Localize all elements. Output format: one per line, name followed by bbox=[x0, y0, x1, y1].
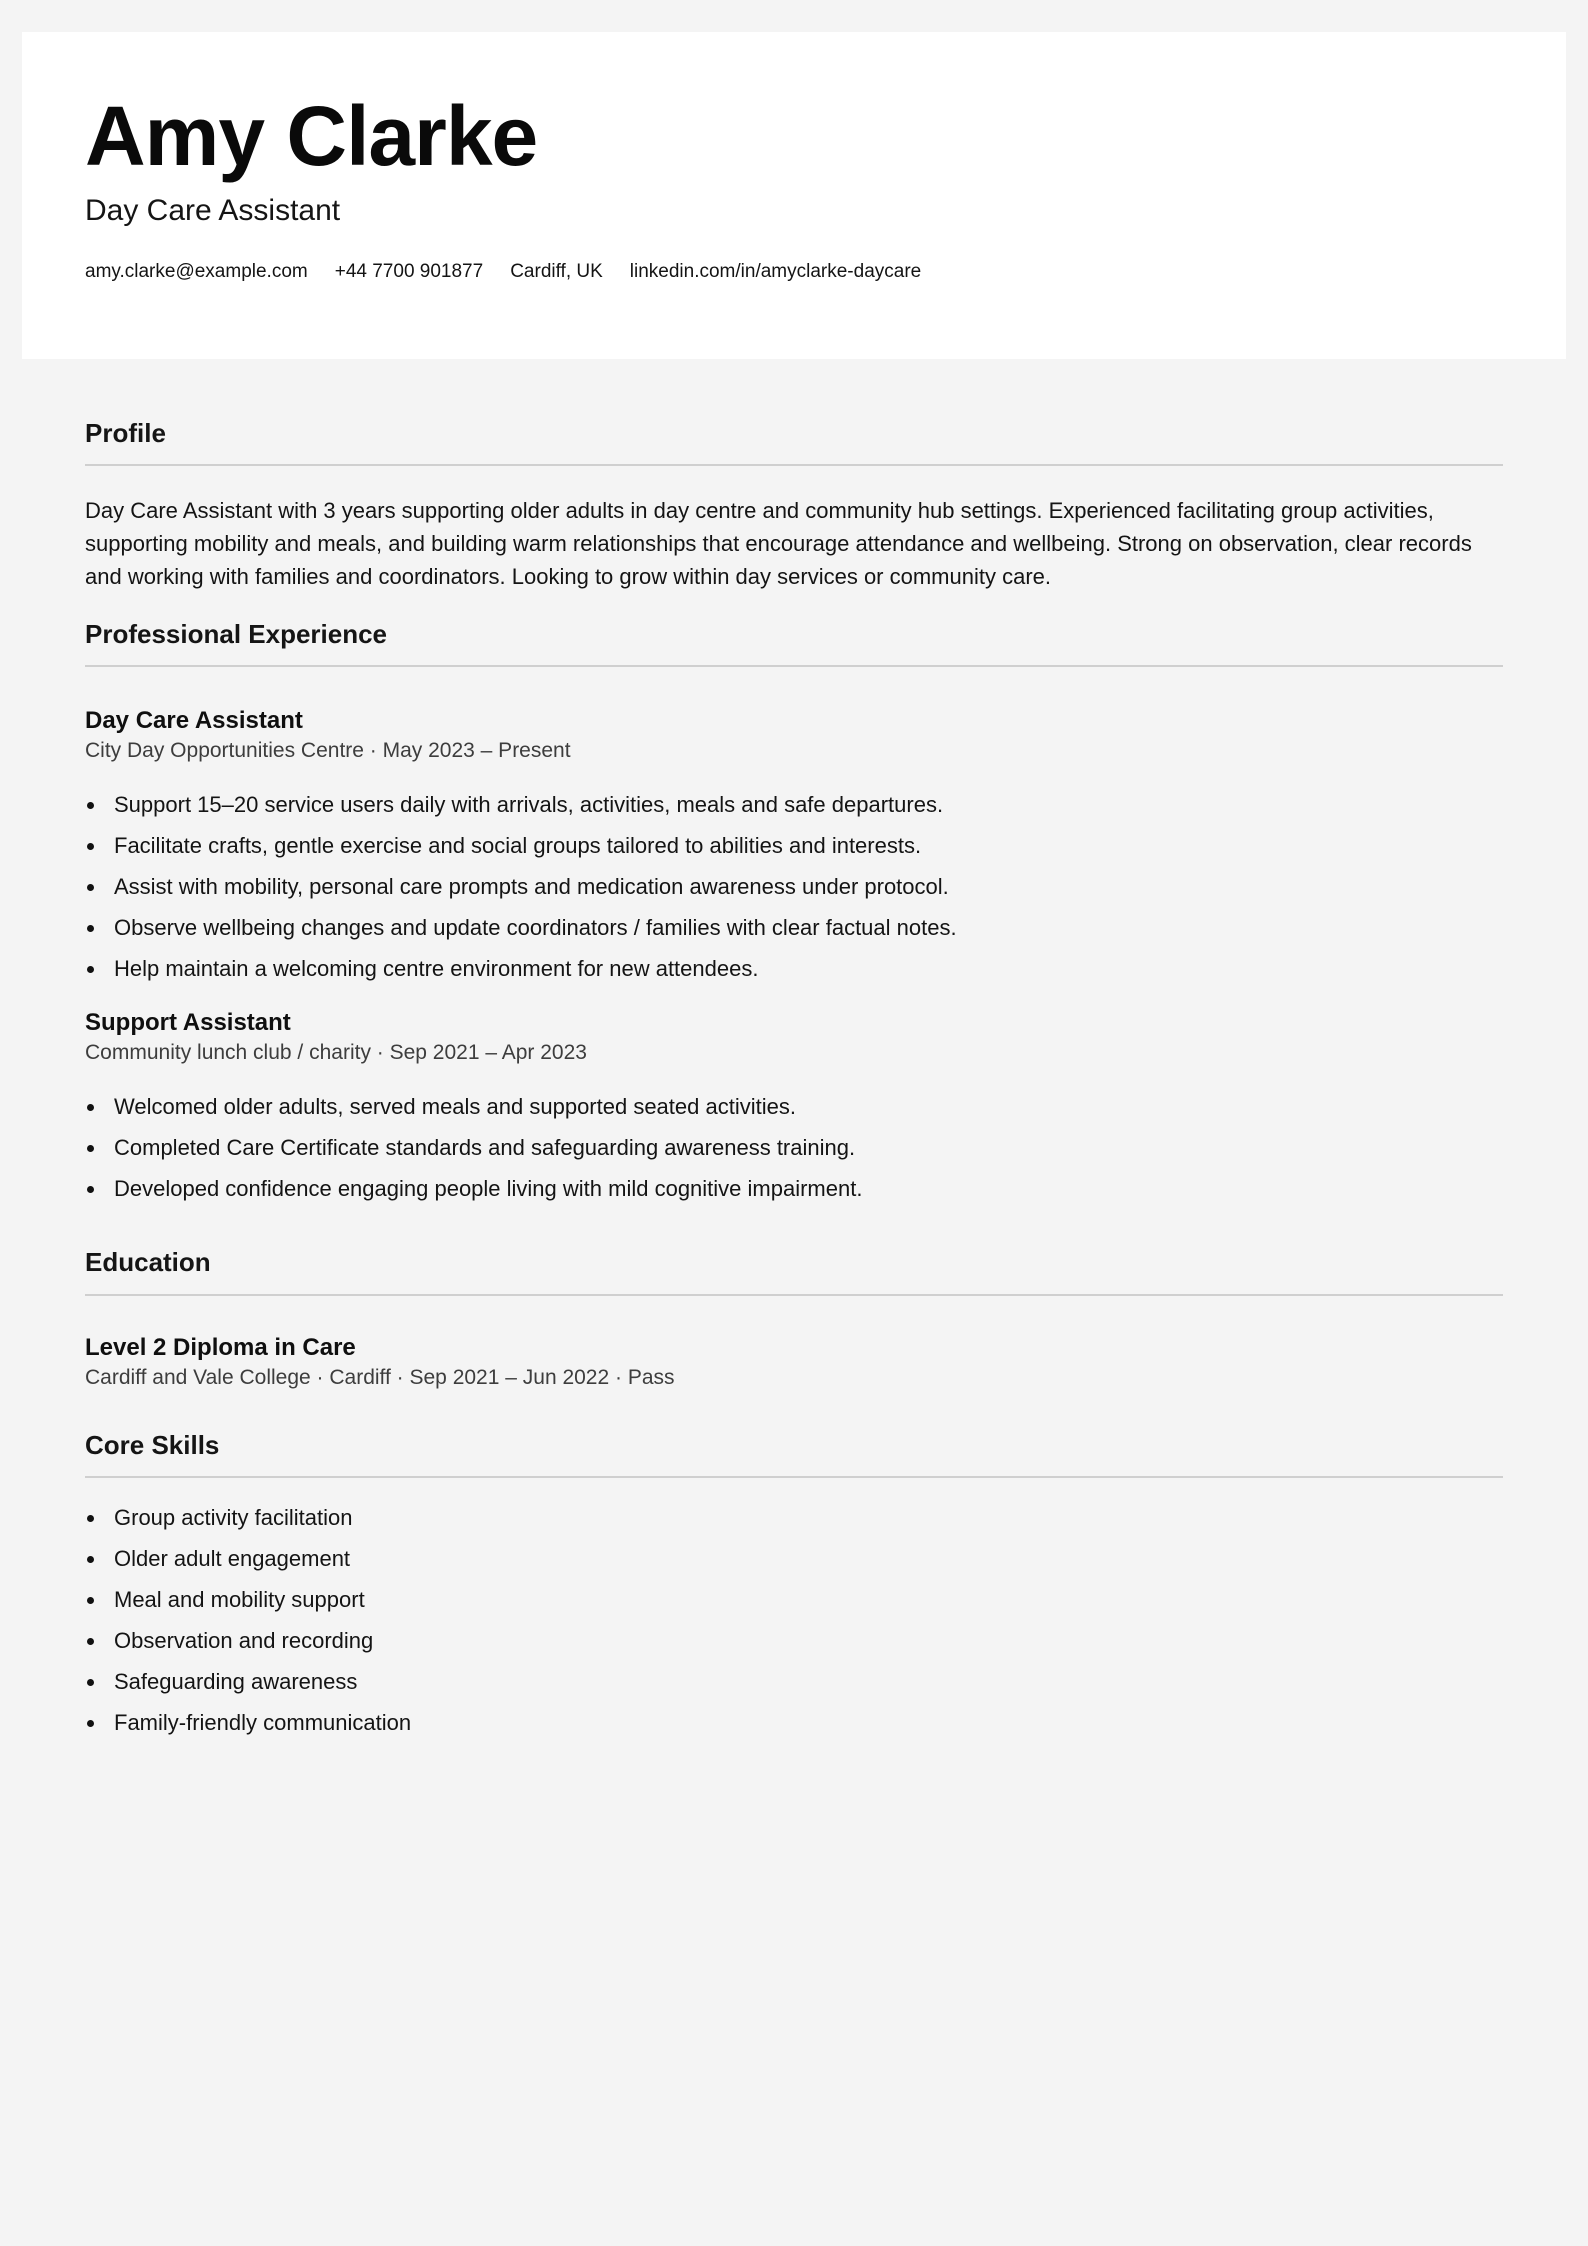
contact-phone: +44 7700 901877 bbox=[334, 261, 484, 282]
job-bullet: Welcomed older adults, served meals and supported seated activities. bbox=[85, 1086, 1503, 1127]
resume-header bbox=[22, 32, 1566, 359]
profile-section bbox=[85, 418, 1503, 593]
education-divider bbox=[85, 1294, 1503, 1296]
candidate-title: Day Care Assistant bbox=[85, 194, 341, 227]
job-meta: City Day Opportunities Centre · May 2023 – Present bbox=[85, 739, 571, 763]
job-bullet: Facilitate crafts, gentle exercise and social groups tailored to abilities and interests. bbox=[85, 825, 1503, 866]
job-bullet: Support 15–20 service users daily with arrivals, activities, meals and safe departures. bbox=[85, 784, 1503, 825]
skills-list bbox=[85, 1497, 1503, 1743]
profile-divider bbox=[85, 464, 1503, 466]
qualification-meta: Cardiff and Vale College · Cardiff · Sep 2021 – Jun 2022 · Pass bbox=[85, 1365, 675, 1389]
skill-item: Family-friendly communication bbox=[85, 1702, 1503, 1743]
job-meta: Community lunch club / charity · Sep 2021 – Apr 2023 bbox=[85, 1041, 587, 1065]
skills-heading: Core Skills bbox=[85, 1429, 220, 1460]
profile-heading: Profile bbox=[85, 418, 166, 448]
contact-location: Cardiff, UK bbox=[510, 261, 603, 282]
education-entry bbox=[85, 1333, 1503, 1392]
resume-body bbox=[85, 418, 1503, 1743]
experience-section bbox=[85, 619, 1503, 1209]
contact-linkedin: linkedin.com/in/amyclarke-daycare bbox=[629, 261, 922, 282]
experience-divider bbox=[85, 665, 1503, 667]
candidate-name: Amy Clarke bbox=[85, 89, 538, 183]
job-entry bbox=[85, 706, 1503, 989]
job-bullet-list bbox=[85, 784, 1503, 989]
job-bullet: Assist with mobility, personal care prompts and medication awareness under protocol. bbox=[85, 866, 1503, 907]
qualification-title: Level 2 Diploma in Care bbox=[85, 1333, 356, 1361]
education-section bbox=[85, 1247, 1503, 1391]
skill-item: Safeguarding awareness bbox=[85, 1661, 1503, 1702]
skill-item: Observation and recording bbox=[85, 1620, 1503, 1661]
contact-email: amy.clarke@example.com bbox=[85, 261, 308, 282]
job-title: Support Assistant bbox=[85, 1009, 291, 1037]
skill-item: Meal and mobility support bbox=[85, 1579, 1503, 1620]
skills-divider bbox=[85, 1476, 1503, 1478]
profile-summary: Day Care Assistant with 3 years supporting older adults in day centre and community hub settings. Experienced facilitating group activities, supporting mobility and meals, and building warm relationships that encourage attendance and wellbeing. Strong on observation, clear records and working with families and coordinators. Looking to grow within day services or community care. bbox=[85, 498, 1472, 590]
skill-item: Older adult engagement bbox=[85, 1538, 1503, 1579]
job-bullet: Help maintain a welcoming centre environment for new attendees. bbox=[85, 948, 1503, 989]
job-title: Day Care Assistant bbox=[85, 707, 303, 735]
skills-section bbox=[85, 1430, 1503, 1743]
job-bullet: Developed confidence engaging people living with mild cognitive impairment. bbox=[85, 1168, 1503, 1209]
skill-item: Group activity facilitation bbox=[85, 1497, 1503, 1538]
job-bullet: Observe wellbeing changes and update coordinators / families with clear factual notes. bbox=[85, 907, 1503, 948]
experience-heading: Professional Experience bbox=[85, 619, 388, 650]
job-bullet: Completed Care Certificate standards and safeguarding awareness training. bbox=[85, 1127, 1503, 1168]
job-bullet-list bbox=[85, 1086, 1503, 1209]
contact-details bbox=[85, 261, 921, 284]
education-heading: Education bbox=[85, 1247, 211, 1278]
job-entry bbox=[85, 1008, 1503, 1209]
